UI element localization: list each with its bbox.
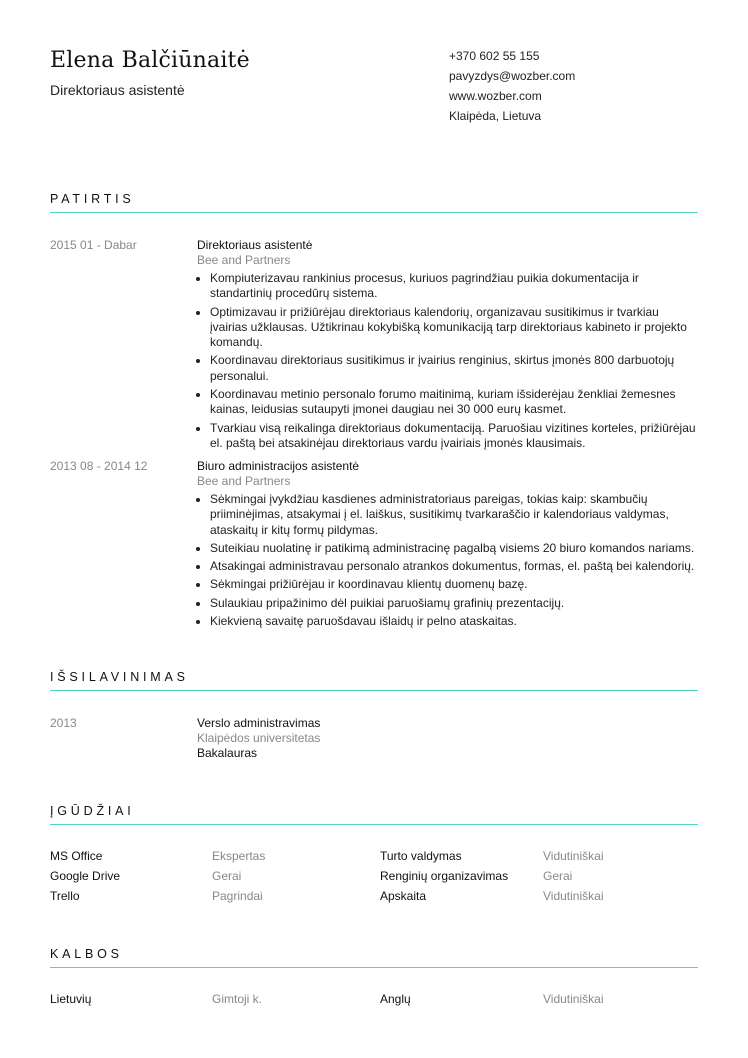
entry-bullets: [197, 271, 698, 451]
bullet-item: • Tvarkiau visą reikalinga direktoriaus dokumentaciją. Paruošiau vizitines korteles, prižiūrėjau el. paštą bei atsakinėjau direktoriaus vardu įvairiais įmonės klausimais.: [210, 421, 698, 452]
skill-level: Ekspertas: [212, 849, 266, 863]
entry-body: [197, 716, 698, 761]
skill-name: Google Drive: [50, 869, 121, 883]
phone: +370 602 55 155: [449, 49, 540, 63]
skill-level: Gerai: [212, 869, 242, 883]
language-level: Gimtoji k.: [212, 992, 263, 1006]
skill-name: Turto valdymas: [380, 849, 462, 863]
language-name: Lietuvių: [50, 992, 92, 1006]
entry-date: 2013 08 - 2014 12: [50, 459, 148, 473]
location: Klaipėda, Lietuva: [449, 109, 542, 123]
website: www.wozber.com: [449, 89, 542, 103]
education-degree: Bakalauras: [197, 746, 258, 760]
entry-bullets: [197, 492, 698, 629]
skill-name: Renginių organizavimas: [380, 869, 509, 883]
bullet-item: • Sulaukiau pripažinimo dėl puikiai paruošiamų grafinių prezentacijų.: [210, 596, 698, 611]
entry-date: 2015 01 - Dabar: [50, 238, 137, 252]
contact-info: [449, 46, 575, 126]
email: pavyzdys@wozber.com: [449, 69, 576, 83]
bullet-item: • Sėkmingai prižiūrėjau ir koordinavau klientų duomenų bazę.: [210, 577, 698, 592]
skill-level: Pagrindai: [212, 889, 263, 903]
skill-name: Apskaita: [380, 889, 427, 903]
languages-row: [50, 992, 698, 1012]
skill-level: Vidutiniškai: [543, 889, 604, 903]
entry-body: [197, 459, 698, 632]
experience-section-title: PATIRTIS: [50, 192, 698, 213]
bullet-item: • Koordinavau metinio personalo forumo maitinimą, kuriam išsiderėjau ženkliai žemesnes kainas, leidusias sutaupyti įmonei daugiau nei 30 000 eurų kasmet.: [210, 387, 698, 418]
person-name: Elena Balčiūnaitė: [50, 48, 250, 73]
entry-date: 2013: [50, 716, 77, 730]
skills-row: [50, 889, 698, 909]
resume-header: [50, 44, 700, 134]
bullet-item: • Atsakingai administravau personalo atrankos dokumentus, formas, el. paštą bei kalendorių.: [210, 559, 698, 574]
entry-body: [197, 238, 698, 454]
bullet-item: • Kompiuterizavau rankinius procesus, kuriuos pagrindžiau puikia dokumentacija ir standartinių procedūrų sistema.: [210, 271, 698, 302]
bullet-item: • Koordinavau direktoriaus susitikimus ir įvairius renginius, skirtus įmonės 800 darbuotojų personalui.: [210, 353, 698, 384]
entry-position: Direktoriaus asistentė: [197, 238, 313, 252]
education-section-title: IŠSILAVINIMAS: [50, 670, 698, 691]
entry-company: Bee and Partners: [197, 474, 291, 488]
language-level: Vidutiniškai: [543, 992, 604, 1006]
languages-section-title: KALBOS: [50, 947, 698, 968]
person-role: Direktoriaus asistentė: [50, 82, 185, 98]
skill-level: Vidutiniškai: [543, 849, 604, 863]
skills-row: [50, 869, 698, 889]
skills-section-title: ĮGŪDŽIAI: [50, 804, 698, 825]
skills-row: [50, 849, 698, 869]
bullet-item: • Sėkmingai įvykdžiau kasdienes administratoriaus pareigas, tokias kaip: skambučių priiminėjimas, atsakymai į el. laiškus, susitikimų tvarkaraščio ir kalendoriaus valdymas, ataskaitų ir kitų formų pildymas.: [210, 492, 698, 538]
skill-name: Trello: [50, 889, 80, 903]
education-field: Verslo administravimas: [197, 716, 321, 730]
skill-level: Gerai: [543, 869, 573, 883]
education-school: Klaipėdos universitetas: [197, 731, 321, 745]
language-name: Anglų: [380, 992, 411, 1006]
bullet-item: • Suteikiau nuolatinę ir patikimą administracinę pagalbą visiems 20 biuro komandos nariams.: [210, 541, 698, 556]
bullet-item: • Kiekvieną savaitę paruošdavau išlaidų ir pelno ataskaitas.: [210, 614, 698, 629]
skill-name: MS Office: [50, 849, 103, 863]
entry-position: Biuro administracijos asistentė: [197, 459, 360, 473]
bullet-item: • Optimizavau ir prižiūrėjau direktoriaus kalendorių, organizavau susitikimus ir tvarkiau įvairias užklausas. Užtikrinau kokybišką komunikaciją tarp direktoriaus kabineto ir projekto komandų.: [210, 305, 698, 351]
entry-company: Bee and Partners: [197, 253, 291, 267]
